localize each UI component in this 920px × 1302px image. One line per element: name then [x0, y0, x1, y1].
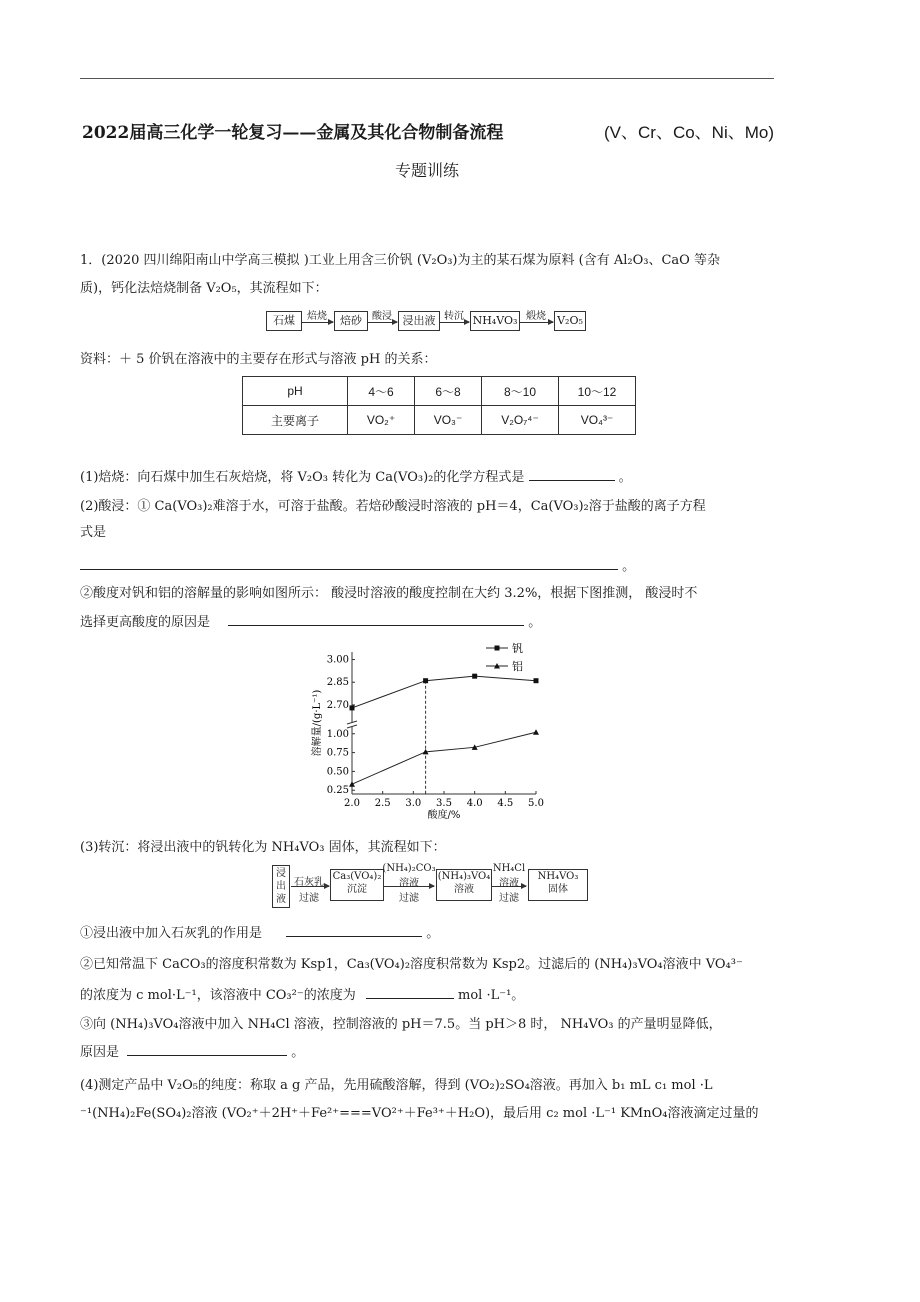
y-tick-label: 2.85 [326, 677, 349, 689]
flow2-arrow-3-top: NH₄Cl [492, 863, 526, 874]
q1-part3a [80, 923, 780, 943]
q1-part2-answer [80, 556, 780, 576]
flow2-arrow-2-bottom: 过滤 [399, 893, 419, 904]
data-point-1 [534, 678, 539, 683]
title-elements: (V、Cr、Co、Ni、Mo) [604, 123, 774, 142]
table-header-range-1: 4～6 [348, 377, 415, 406]
series-line-2 [352, 732, 536, 784]
q1-part3c-line2 [80, 1042, 780, 1062]
flow1-box-3: NH₄VO₃ [470, 311, 520, 331]
x-tick-label: 3.0 [405, 798, 422, 809]
answer-blank-6[interactable] [127, 1042, 287, 1056]
flow2-arrow-2-mid: 溶液 [399, 878, 419, 889]
table-row-label: 主要离子 [243, 406, 348, 435]
x-tick-label: 5.0 [528, 798, 544, 809]
flow2-arrow-2-top: (NH₄)₂CO₃ [382, 863, 436, 874]
flow1-arrow-label-2: 转沉 [444, 311, 464, 322]
flow1-box-0: 石煤 [266, 311, 302, 331]
y-tick-label: 0.25 [326, 785, 349, 797]
q1-part3b-line2-text: 的浓度为 c mol·L⁻¹，该溶液中 CO₃²⁻的浓度为 [80, 988, 356, 1003]
q1-part4-line2: ⁻¹(NH₄)₂Fe(SO₄)₂溶液 (VO₂⁺＋2H⁺＋Fe²⁺===VO²⁺＋Fe³⁺＋H₂O)，最后用 c₂ mol ·L⁻¹ KMnO₄溶液滴定过量的 [80, 1106, 759, 1121]
data-point-2 [533, 729, 539, 735]
flow1-arrow-2 [439, 322, 469, 323]
y-tick-label: 2.70 [326, 699, 349, 711]
q1-part2b-line1: ②酸度对钒和铝的溶解量的影响如图所示： 酸浸时溶液的酸度控制在大约 3.2%，根据下图推测， 酸浸时不 [80, 586, 698, 601]
data-point-2 [349, 781, 355, 787]
y-axis-label: 溶解量/(g·L⁻¹) [312, 689, 323, 757]
q1-part3b-line2-unit: mol ·L⁻¹。 [458, 988, 525, 1003]
flow2-arrow-1-bottom: 过滤 [299, 893, 319, 904]
q1-part3a-end: 。 [426, 926, 440, 941]
q1-part4-line1: (4)测定产品中 V₂O₅的纯度：称取 a g 产品，先用硫酸溶解，得到 (VO₂)₂SO₄溶液。再加入 b₁ mL c₁ mol ·L [80, 1078, 713, 1093]
q1-intro-1: 1．(2020 四川绵阳南山中学高三模拟 )工业上用含三价钒 (V₂O₃)为主的某石煤为原料 (含有 Al₂O₃、CaO 等杂 [80, 253, 720, 268]
q1-info: 资料：＋ 5 价钒在溶液中的主要存在形式与溶液 pH 的关系： [80, 352, 437, 367]
table-ion-3: V₂O₇⁴⁻ [482, 406, 559, 435]
q1-part2-end: 。 [622, 559, 636, 574]
q1-part1-text: (1)焙烧：向石煤中加生石灰焙烧，将 V₂O₃ 转化为 Ca(VO₃)₂的化学方程式是 [80, 470, 525, 485]
header-rule [80, 78, 774, 79]
q1-part3c-end: 。 [291, 1045, 305, 1060]
table-header-range-3: 8～10 [482, 377, 559, 406]
solubility-chart [308, 640, 558, 820]
q1-part2-line1: (2)酸浸：① Ca(VO₃)₂难溶于水，可溶于盐酸。若焙砂酸浸时溶液的 pH＝4，Ca(VO₃)₂溶于盐酸的离子方程 [80, 499, 706, 514]
q1-part2b-end: 。 [528, 615, 542, 630]
answer-blank-1[interactable] [529, 467, 615, 481]
answer-blank-2[interactable] [80, 556, 618, 570]
table-ion-2: VO₃⁻ [415, 406, 482, 435]
answer-blank-3[interactable] [228, 612, 524, 626]
flow2-box-1-line1: Ca₃(VO₄)₂ [332, 871, 382, 882]
x-tick-label: 4.5 [497, 798, 514, 809]
x-tick-label: 2.5 [374, 798, 391, 809]
legend-label-1: 钒 [512, 642, 523, 655]
flow2-box-2 [436, 869, 492, 901]
q1-part1 [80, 467, 780, 487]
flow1-arrow-label-3: 煅烧 [526, 311, 546, 322]
flow1-arrow-label-0: 焙烧 [307, 311, 327, 322]
flow2-box-3-line2: 固体 [548, 884, 568, 895]
table-ion-4: VO₄³⁻ [559, 406, 636, 435]
y-tick-label: 3.00 [326, 654, 349, 666]
series-line-1 [352, 676, 536, 708]
q1-part3c-line1: ③向 (NH₄)₃VO₄溶液中加入 NH₄Cl 溶液，控制溶液的 pH＝7.5。当 pH＞8 时， NH₄VO₃ 的产量明显降低， [80, 1017, 722, 1032]
flow2-arrow-1-top: 石灰乳 [294, 877, 324, 888]
table-header-ph: pH [243, 377, 348, 406]
answer-blank-5[interactable] [366, 985, 454, 999]
flow1-arrow-1 [367, 322, 397, 323]
flow2-box-2-line2: 溶液 [454, 884, 474, 895]
q1-part2b-line2-text: 选择更高酸度的原因是 [80, 615, 211, 630]
data-point-1 [350, 705, 355, 710]
title-main: 2022届高三化学一轮复习——金属及其化合物制备流程 [82, 123, 504, 143]
flow2-box-2-line1: (NH₄)₃VO₄ [437, 871, 491, 882]
flow2-box-3-line1: NH₄VO₃ [537, 871, 579, 882]
flow2-box-3 [528, 869, 588, 901]
q1-part3: (3)转沉：将浸出液中的钒转化为 NH₄VO₃ 固体，其流程如下： [80, 840, 446, 855]
q1-part3b-line2 [80, 985, 780, 1005]
data-point-1 [472, 674, 477, 679]
x-tick-label: 3.5 [436, 798, 452, 809]
q1-part3c-line2-text: 原因是 [80, 1045, 120, 1060]
y-tick-label: 1.00 [326, 728, 349, 740]
y-tick-label: 0.50 [326, 766, 349, 778]
q1-part1-end: 。 [618, 470, 632, 485]
flow2-box-1 [330, 869, 384, 901]
flow1-arrow-3 [519, 322, 553, 323]
q1-part2-line2: 式是 [80, 525, 107, 540]
answer-blank-4[interactable] [286, 923, 422, 937]
flow2-start-box: 浸出液 [272, 865, 290, 908]
page-subtitle: 专题训练 [394, 161, 459, 180]
table-header-range-4: 10～12 [559, 377, 636, 406]
flow1-arrow-label-1: 酸浸 [372, 311, 392, 322]
flow2-box-1-line2: 沉淀 [347, 884, 367, 895]
flow2-arrow-3-mid: 溶液 [499, 878, 519, 889]
q1-part3b-line1: ②已知常温下 CaCO₃的溶度积常数为 Ksp1，Ca₃(VO₄)₂溶度积常数为 Ksp2。过滤后的 (NH₄)₃VO₄溶液中 VO₄³⁻ [80, 957, 743, 972]
q1-intro-2: 质)，钙化法焙烧制备 V₂O₅，其流程如下： [80, 281, 328, 296]
legend-label-2: 铝 [512, 660, 523, 673]
ph-ion-table [242, 376, 636, 435]
y-tick-label: 0.75 [326, 747, 349, 759]
legend-marker-1 [495, 646, 500, 651]
x-tick-label: 2.0 [344, 798, 360, 809]
q1-part3a-text: ①浸出液中加入石灰乳的作用是 [80, 926, 263, 941]
x-tick-label: 4.0 [466, 798, 483, 809]
table-header-range-2: 6～8 [415, 377, 482, 406]
flow1-box-2: 浸出液 [398, 311, 440, 331]
q1-part2b-line2 [80, 612, 780, 632]
flow2-arrow-3-bottom: 过滤 [499, 893, 519, 904]
x-axis-label: 酸度/% [427, 810, 461, 820]
table-ion-1: VO₂⁺ [348, 406, 415, 435]
flow1-box-1: 焙砂 [334, 311, 368, 331]
flow1-box-4: V₂O₅ [554, 311, 586, 331]
flow1-arrow-0 [301, 322, 333, 323]
data-point-1 [423, 678, 428, 683]
